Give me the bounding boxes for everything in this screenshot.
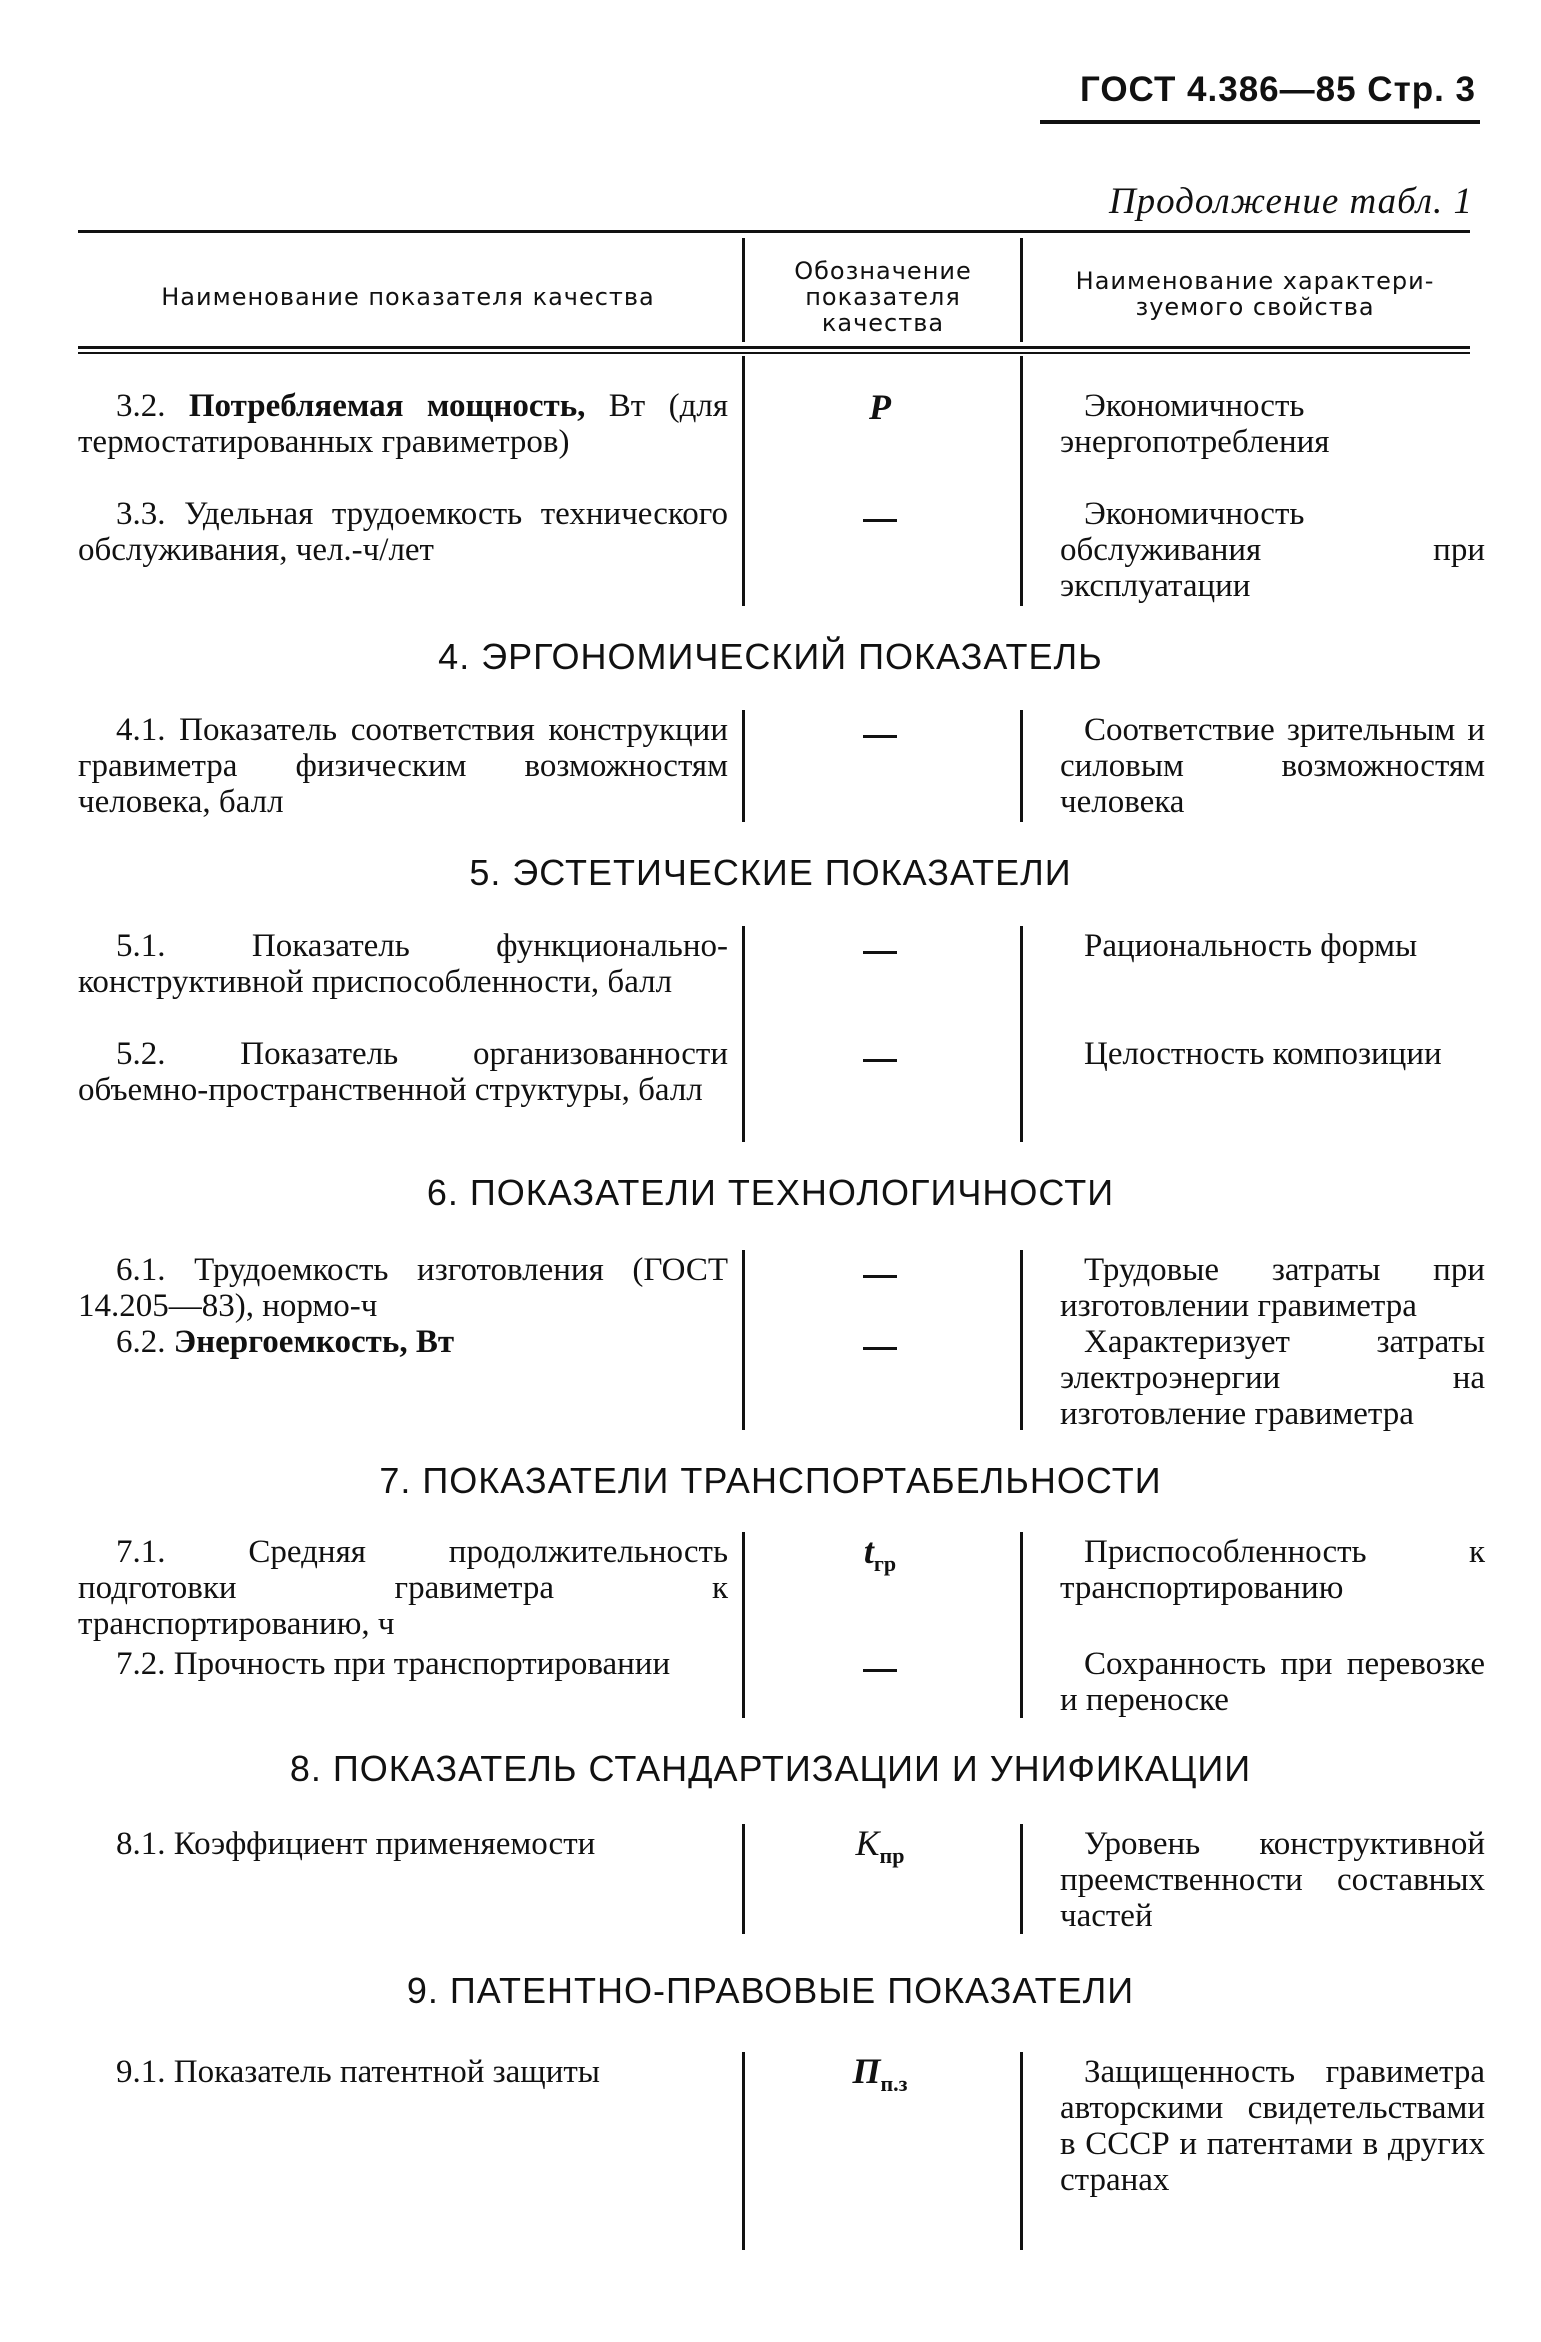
row-7-1-property: Приспособленность к транспортированию xyxy=(1060,1534,1485,1606)
row-5-2-name: 5.2. Показатель организованности объемно-пространственной структуры, балл xyxy=(78,1036,728,1108)
row-4-1-name: 4.1. Показатель соответствия конструкции гравиметра физическим возможностям человека, балл xyxy=(78,712,728,820)
row-7-1-name: 7.1. Средняя продолжительность подготовки гравиметра к транспортированию, ч xyxy=(78,1534,728,1642)
section-4-title: 4. ЭРГОНОМИЧЕСКИЙ ПОКАЗАТЕЛЬ xyxy=(438,636,1103,677)
row-7-1-symbol: $t_{гр}$ xyxy=(863,1531,897,1577)
s8-divider-2 xyxy=(1020,1824,1023,1934)
row-5-1-property: Рациональность формы xyxy=(1084,928,1418,964)
row-3-2-symbol: P xyxy=(869,387,891,427)
page-header: ГОСТ 4.386—85 Стр. 3 xyxy=(1079,70,1476,109)
row-6-2-name: 6.2. Энергоемкость, Вт xyxy=(116,1324,455,1360)
s9-divider-1 xyxy=(742,2052,745,2250)
row-5-1-name: 5.1. Показатель функционально-конструктивной приспособленности, балл xyxy=(78,928,728,1000)
section-9-title: 9. ПАТЕНТНО-ПРАВОВЫЕ ПОКАЗАТЕЛИ xyxy=(406,1970,1135,2011)
row-3-3-property: Экономичность обслуживания при эксплуатации xyxy=(1060,496,1485,604)
section-7-title: 7. ПОКАЗАТЕЛИ ТРАНСПОРТАБЕЛЬНОСТИ xyxy=(379,1460,1162,1501)
table-continuation: Продолжение табл. 1 xyxy=(1108,181,1473,222)
row-6-1-name: 6.1. Трудоемкость изготовления (ГОСТ 14.205—83), нормо-ч xyxy=(78,1252,728,1324)
row-6-1-symbol xyxy=(745,1252,1015,1294)
row-5-2-symbol xyxy=(745,1036,1015,1078)
row-8-1-name: 8.1. Коэффициент применяемости xyxy=(116,1826,596,1862)
row-7-2-symbol xyxy=(745,1646,1015,1688)
row-9-1-property: Защищенность гравиметра авторскими свидетельствами в СССР и патентами в других странах xyxy=(1060,2054,1485,2198)
row-9-1-name: 9.1. Показатель патентной защиты xyxy=(116,2054,600,2090)
row-3-3-symbol xyxy=(745,496,1015,538)
col-header-designation: Обозначение показателя качества xyxy=(794,257,972,337)
header-bottom-rule xyxy=(78,346,1470,349)
s5-divider-1 xyxy=(742,926,745,1142)
row-6-2-property: Характеризует затраты электроэнергии на изготовление гравиметра xyxy=(1060,1324,1485,1432)
section-8-title: 8. ПОКАЗАТЕЛЬ СТАНДАРТИЗАЦИИ И УНИФИКАЦИИ xyxy=(289,1748,1252,1789)
row-6-2-symbol xyxy=(745,1324,1015,1366)
row-7-2-property: Сохранность при перевозке и переноске xyxy=(1060,1646,1485,1718)
s3-divider-1 xyxy=(742,356,745,606)
col-header-property: Наименование характери- зуемого свойства xyxy=(1075,267,1435,321)
row-6-1-property: Трудовые затраты при изготовлении гравиметра xyxy=(1060,1252,1485,1324)
header-divider-1 xyxy=(742,238,745,342)
s3-divider-2 xyxy=(1020,356,1023,606)
row-4-1-symbol xyxy=(745,712,1015,754)
row-3-3-name: 3.3. Удельная трудоемкость технического обслуживания, чел.-ч/лет xyxy=(78,496,728,568)
row-8-1-property: Уровень конструктивной преемственности составных частей xyxy=(1060,1826,1485,1934)
header-rule xyxy=(1040,120,1480,124)
s9-divider-2 xyxy=(1020,2052,1023,2250)
s4-divider-1 xyxy=(742,710,745,822)
header-divider-2 xyxy=(1020,238,1023,342)
row-8-1-symbol: $K_{пр}$ xyxy=(855,1823,905,1869)
row-9-1-symbol: $П_{п.з}$ xyxy=(852,2051,908,2097)
row-7-2-name: 7.2. Прочность при транспортировании xyxy=(116,1646,671,1682)
row-5-2-property: Целостность композиции xyxy=(1084,1036,1442,1072)
header-bottom-rule-2 xyxy=(78,352,1470,354)
s5-divider-2 xyxy=(1020,926,1023,1142)
col-header-name: Наименование показателя качества xyxy=(161,283,655,311)
table-top-rule xyxy=(78,230,1470,233)
s7-divider-2 xyxy=(1020,1532,1023,1718)
section-5-title: 5. ЭСТЕТИЧЕСКИЕ ПОКАЗАТЕЛИ xyxy=(469,852,1072,893)
s6-divider-2 xyxy=(1020,1250,1023,1430)
s6-divider-1 xyxy=(742,1250,745,1430)
section-6-title: 6. ПОКАЗАТЕЛИ ТЕХНОЛОГИЧНОСТИ xyxy=(426,1172,1115,1213)
s7-divider-1 xyxy=(742,1532,745,1718)
row-4-1-property: Соответствие зрительным и силовым возможностям человека xyxy=(1060,712,1485,820)
s8-divider-1 xyxy=(742,1824,745,1934)
s4-divider-2 xyxy=(1020,710,1023,822)
row-5-1-symbol xyxy=(745,928,1015,970)
row-3-2-name: 3.2. Потребляемая мощность, Вт (для термостатированных гравиметров) xyxy=(78,388,729,460)
row-3-2-property: Экономичность энергопотребления xyxy=(1060,388,1330,460)
